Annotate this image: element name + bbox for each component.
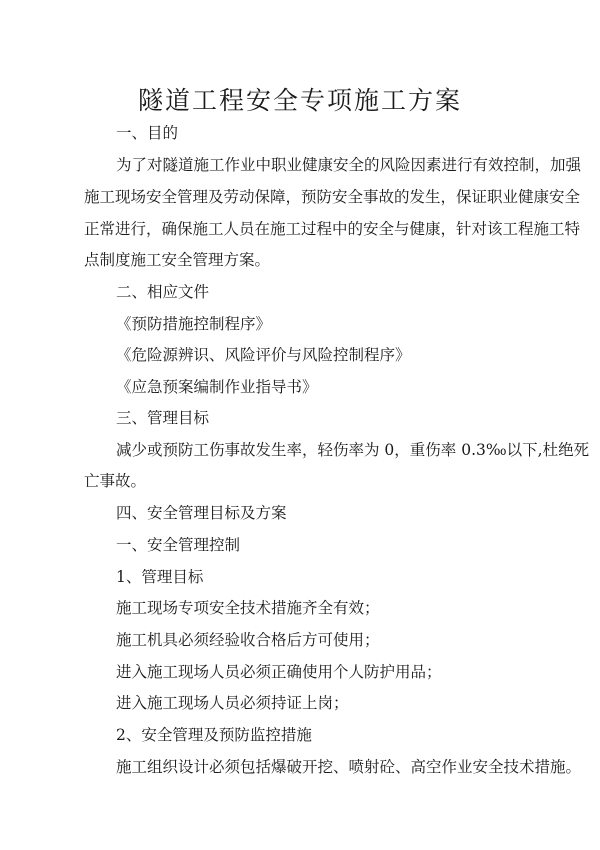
document-reference: 《应急预案编制作业指导书》: [116, 378, 318, 396]
paragraph-line: 减少或预防工伤事故发生率，轻伤率为 0，重伤率 0.3‰以下,杜绝死: [116, 441, 590, 459]
list-item: 施工机具必须经验收合格后方可使用；: [116, 631, 380, 649]
paragraph-line: 亡事故。: [84, 472, 147, 490]
paragraph-line: 为了对隧道施工作业中职业健康安全的风险因素进行有效控制，加强: [116, 156, 582, 174]
list-item: 施工组织设计必须包括爆破开挖、喷射砼、高空作业安全技术措施。: [116, 758, 582, 776]
paragraph-line: 正常进行，确保施工人员在施工过程中的安全与健康，针对该工程施工特: [84, 220, 581, 238]
list-item: 施工现场专项安全技术措施齐全有效；: [116, 599, 380, 617]
section-heading-documents: 二、相应文件: [116, 283, 210, 301]
list-item: 进入施工现场人员必须正确使用个人防护用品；: [116, 663, 442, 681]
section-heading-purpose: 一、目的: [116, 124, 179, 142]
list-item: 进入施工现场人员必须持证上岗；: [116, 694, 349, 712]
sub-heading-safety-control: 一、安全管理控制: [116, 536, 241, 554]
document-title: 隧道工程安全专项施工方案: [137, 86, 462, 115]
paragraph-line: 点制度施工安全管理方案。: [84, 251, 271, 269]
document-reference: 《预防措施控制程序》: [116, 315, 272, 333]
item-heading-management-goals: 1、管理目标: [116, 568, 204, 586]
paragraph-line: 施工现场安全管理及劳动保障，预防安全事故的发生，保证职业健康安全: [84, 188, 581, 206]
section-heading-targets: 三、管理目标: [116, 409, 210, 427]
document-reference: 《危险源辨识、风险评价与风险控制程序》: [116, 346, 411, 364]
item-heading-monitoring-measures: 2、安全管理及预防监控措施: [116, 726, 312, 744]
section-heading-safety-plan: 四、安全管理目标及方案: [116, 504, 287, 522]
